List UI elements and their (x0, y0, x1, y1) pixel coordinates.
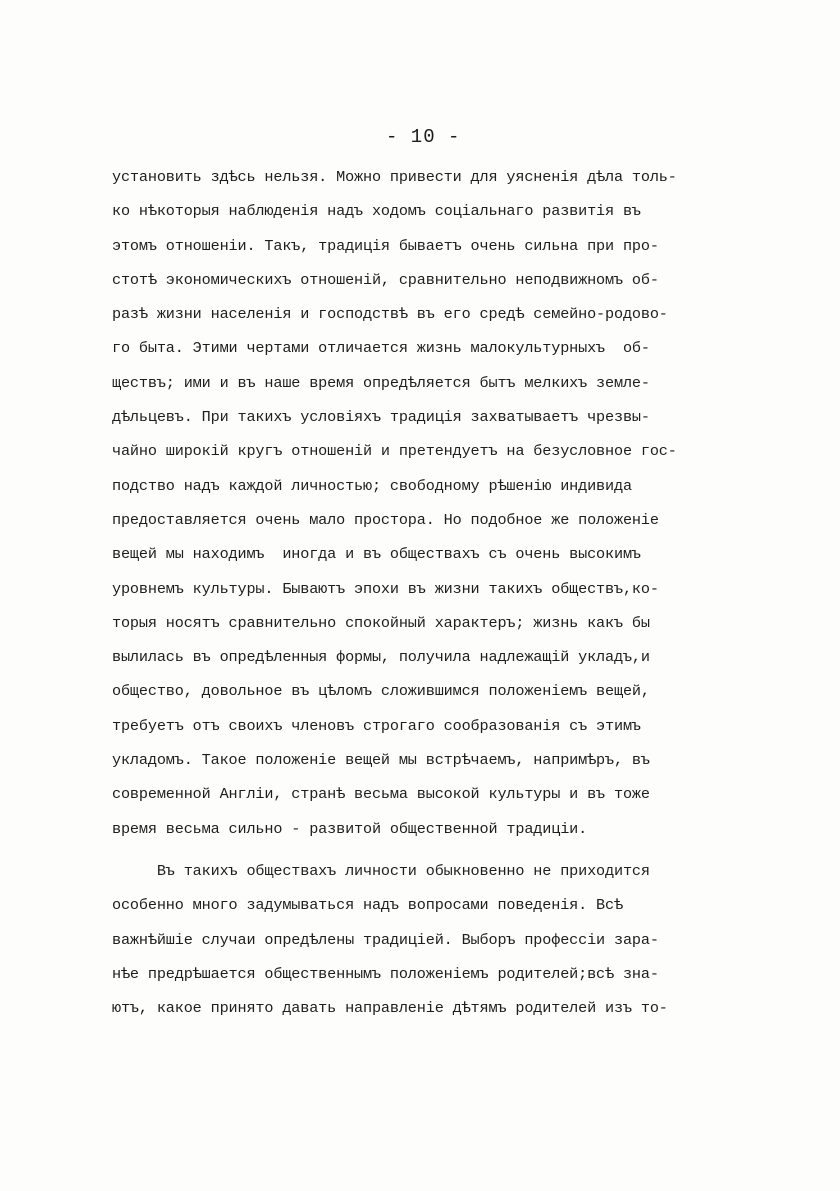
text-line: время весьма сильно - развитой общественной традиціи. (112, 819, 588, 838)
text-line: укладомъ. Такое положеніе вещей мы встрѣчаемъ, напримѣръ, въ (112, 751, 650, 770)
text-line: Въ такихъ обществахъ личности обыкновенно не приходится (112, 861, 650, 880)
text-line: предоставляется очень мало простора. Но подобное же положеніе (112, 510, 659, 529)
text-line: дѣльцевъ. При такихъ условіяхъ традиція захватываетъ чрезвы- (112, 408, 650, 427)
text-line: установить здѣсь нельзя. Можно привести для уясненія дѣла толь- (112, 168, 677, 186)
text-line: го быта. Этими чертами отличается жизнь малокультурныхъ об- (112, 339, 650, 358)
text-line: вещей мы находимъ иногда и въ обществахъ съ очень высокимъ (112, 545, 641, 564)
text-line: современной Англіи, странѣ весьма высокой культуры и въ тоже (112, 785, 650, 804)
page-number: - 10 - (386, 126, 461, 148)
text-line: торыя носятъ сравнительно спокойный характеръ; жизнь какъ бы (112, 613, 650, 632)
text-line: этомъ отношеніи. Такъ, традиція бываетъ очень сильна при про- (112, 236, 659, 255)
text-line: общество, довольное въ цѣломъ сложившимся положеніемъ вещей, (112, 682, 650, 701)
text-line: разѣ жизни населенія и господствѣ въ его средѣ семейно-родово- (112, 305, 668, 324)
text-line: особенно много задумываться надъ вопросами поведенія. Всѣ (112, 896, 623, 915)
body-text (112, 160, 712, 1025)
paragraph-1 (112, 160, 712, 846)
paragraph-gap (112, 846, 712, 854)
text-line: важнѣйшіе случаи опредѣлены традиціей. Выборъ профессіи зара- (112, 930, 659, 949)
text-line: вылилась въ опредѣленныя формы, получила надлежащій укладъ,и (112, 648, 650, 667)
text-line: нѣе предрѣшается общественнымъ положеніемъ родителей;всѣ зна- (112, 964, 659, 983)
text-line: ществъ; ими и въ наше время опредѣляется бытъ мелкихъ земле- (112, 373, 650, 392)
text-line: уровнемъ культуры. Бываютъ эпохи въ жизни такихъ обществъ,ко- (112, 579, 659, 598)
text-line: ко нѣкоторыя наблюденія надъ ходомъ соціальнаго развитія въ (112, 202, 641, 221)
text-line: ютъ, какое принято давать направленіе дѣтямъ родителей изъ то- (112, 999, 668, 1018)
text-line: подство надъ каждой личностью; свободному рѣшенію индивида (112, 476, 632, 495)
text-line: стотѣ экономическихъ отношеній, сравнительно неподвижномъ об- (112, 270, 659, 289)
text-line: требуетъ отъ своихъ членовъ строгаго сообразованія съ этимъ (112, 716, 641, 735)
paragraph-2 (112, 854, 712, 1025)
text-line: чайно широкій кругъ отношеній и претендуетъ на безусловное гос- (112, 442, 677, 461)
